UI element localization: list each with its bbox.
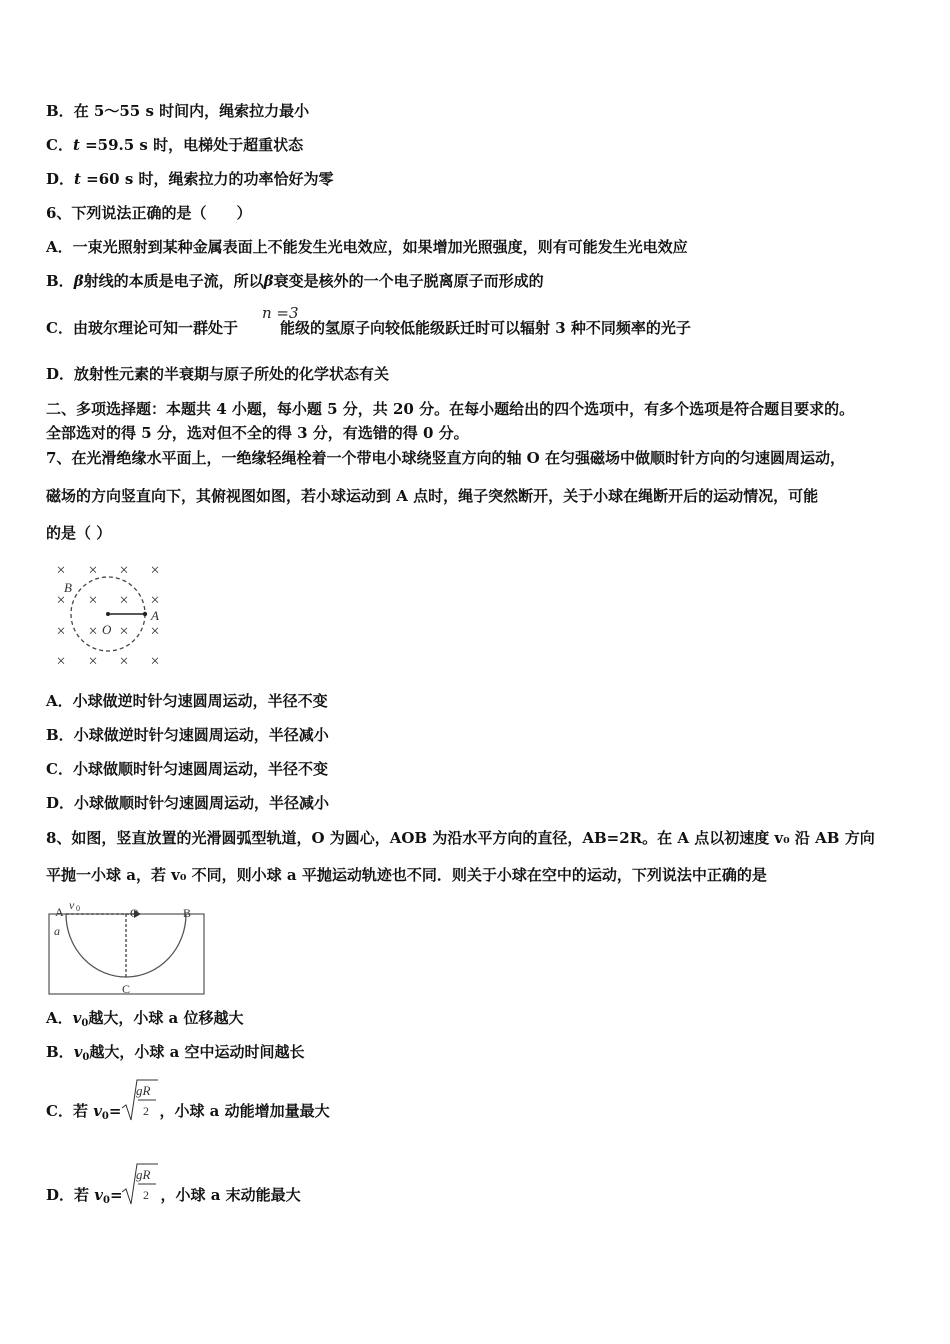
- q6-stem: 6、下列说法正确的是（ ）: [46, 204, 252, 222]
- option-text: 衰变是核外的一个电子脱离原子而形成的: [273, 272, 544, 290]
- center-point-o: [106, 612, 110, 616]
- field-cross: ×: [56, 592, 66, 609]
- option-text: 越大，小球 a 位移越大: [88, 1009, 244, 1027]
- option-label: A．: [46, 1009, 73, 1027]
- subscript: 0: [81, 1018, 89, 1029]
- option-text: 若: [74, 1186, 95, 1204]
- option-label: D．: [46, 170, 75, 188]
- q8-option-a: [46, 1008, 244, 1034]
- option-label: C．: [46, 760, 73, 778]
- q8-option-b: [46, 1042, 305, 1068]
- option-label: B．: [46, 1043, 74, 1061]
- var-t: t: [72, 136, 80, 154]
- option-label: C．: [46, 319, 73, 337]
- q7-stem-line3: 的是（ ）: [46, 524, 112, 542]
- option-label: B．: [46, 726, 74, 744]
- field-cross: ×: [119, 562, 129, 579]
- option-text: =59.5 s 时，电梯处于超重状态: [79, 136, 304, 154]
- field-cross: ×: [56, 562, 66, 579]
- field-cross: ×: [119, 653, 129, 670]
- field-cross: ×: [150, 653, 160, 670]
- label-o-point: O: [130, 906, 139, 920]
- q5-option-b: [46, 101, 309, 121]
- equals-sign: =: [108, 1102, 122, 1120]
- var-v: v: [94, 1186, 103, 1204]
- field-cross: ×: [88, 623, 98, 640]
- formula-n-equals-3: n =3: [262, 304, 299, 322]
- option-text: 越大，小球 a 空中运动时间越长: [89, 1043, 305, 1061]
- var-t: t: [74, 170, 81, 188]
- q7-option-b: [46, 725, 329, 745]
- label-a: A: [151, 608, 159, 623]
- q8-stem-line1: 8、如图，竖直放置的光滑圆弧型轨道，O 为圆心，AOB 为沿水平方向的直径，AB=2R。在 A 点以初速度 v₀ 沿 AB 方向: [46, 829, 875, 847]
- q7-stem-line2: 磁场的方向竖直向下，其俯视图如图，若小球运动到 A 点时，绳子突然断开，关于小球在绳断开后的运动情况，可能: [46, 487, 819, 505]
- var-v: v: [93, 1102, 102, 1120]
- q7-magnetic-field-figure: [46, 556, 171, 671]
- field-cross: ×: [56, 653, 66, 670]
- subscript: 0: [101, 1111, 109, 1122]
- option-label: A．: [46, 692, 73, 710]
- label-a-point: A: [55, 905, 64, 919]
- option-text: =60 s 时，绳索拉力的功率恰好为零: [80, 170, 334, 188]
- q7-option-a: [46, 691, 328, 711]
- var-v: v: [73, 1043, 83, 1061]
- field-cross: ×: [150, 623, 160, 640]
- option-text: 射线的本质是电子流，所以: [83, 272, 264, 290]
- sqrt-formula: [120, 1078, 160, 1124]
- field-cross: ×: [119, 623, 129, 640]
- q7-option-d: [46, 793, 329, 813]
- q7-stem-line1: 7、在光滑绝缘水平面上，一绝缘轻绳栓着一个带电小球绕竖直方向的轴 O 在匀强磁场中做顺时针方向的匀速圆周运动，: [46, 449, 845, 467]
- field-cross: ×: [119, 592, 129, 609]
- q6-option-c: [46, 318, 691, 338]
- section-heading-cont: 全部选对的得 5 分，选对但不全的得 3 分，有选错的得 0 分。: [46, 424, 469, 442]
- fraction-numerator: gR: [136, 1167, 151, 1182]
- field-cross: ×: [150, 562, 160, 579]
- option-label: C．: [46, 136, 73, 154]
- option-text: 若: [72, 1102, 94, 1120]
- label-v0-subscript: 0: [76, 904, 80, 913]
- option-label: C．: [46, 1102, 73, 1120]
- q8-track-figure: [46, 898, 208, 998]
- q6-option-a: [46, 237, 688, 257]
- option-text: 小球做顺时针匀速圆周运动，半径不变: [72, 760, 328, 778]
- option-label: A．: [46, 238, 73, 256]
- q6-option-b: [46, 271, 544, 291]
- label-c-point: C: [122, 982, 131, 996]
- option-text: 小球做逆时针匀速圆周运动，半径减小: [73, 726, 329, 744]
- option-text: 小球做顺时针匀速圆周运动，半径减小: [74, 794, 330, 812]
- subscript: 0: [102, 1195, 110, 1206]
- fraction-numerator: gR: [136, 1083, 151, 1098]
- q5-option-d: [46, 169, 334, 189]
- option-text: 小球做逆时针匀速圆周运动，半径不变: [72, 692, 328, 710]
- option-label: D．: [46, 1186, 75, 1204]
- q8-option-d: [46, 1185, 301, 1211]
- field-cross: ×: [150, 592, 160, 609]
- label-b-point: B: [183, 906, 192, 920]
- option-label: D．: [46, 794, 75, 812]
- label-o: O: [102, 622, 112, 637]
- field-cross: ×: [88, 653, 98, 670]
- fraction-denominator: 2: [143, 1188, 149, 1202]
- beta-symbol: β: [73, 272, 84, 290]
- option-label: B．: [46, 272, 74, 290]
- ball-point-a: [143, 612, 147, 616]
- field-cross: ×: [88, 592, 98, 609]
- option-text: 放射性元素的半衰期与原子所处的化学状态有关: [74, 365, 390, 383]
- q7-option-c: [46, 759, 328, 779]
- q8-stem-line2: 平抛一小球 a，若 v₀ 不同，则小球 a 平抛运动轨迹也不同．则关于小球在空中的运动，下列说法中正确的是: [46, 866, 767, 884]
- sqrt-formula: [120, 1162, 160, 1208]
- equals-sign: =: [109, 1186, 123, 1204]
- q5-option-c: [46, 135, 303, 155]
- section-heading: 二、多项选择题：本题共 4 小题，每小题 5 分，共 20 分。在每小题给出的四个选项中，有多个选项是符合题目要求的。: [46, 400, 855, 418]
- option-text: 在 5～55 s 时间内，绳索拉力最小: [73, 102, 310, 120]
- label-v0: v: [69, 898, 75, 912]
- option-text: 由玻尔理论可知一群处于: [72, 319, 238, 337]
- var-v: v: [72, 1009, 82, 1027]
- subscript: 0: [82, 1052, 90, 1063]
- option-label: B．: [46, 102, 74, 120]
- q6-option-d: [46, 364, 389, 384]
- fraction-denominator: 2: [143, 1104, 149, 1118]
- label-a-ball: a: [54, 924, 60, 938]
- option-text: 能级的氢原子向较低能级跃迁时可以辐射 3 种不同频率的光子: [279, 319, 691, 337]
- option-text: ，小球 a 动能增加量最大: [159, 1102, 330, 1120]
- option-text: 一束光照射到某种金属表面上不能发生光电效应，如果增加光照强度，则有可能发生光电效应: [72, 238, 688, 256]
- label-b: B: [64, 580, 72, 595]
- q8-option-c: [46, 1101, 330, 1127]
- beta-symbol: β: [263, 272, 274, 290]
- option-label: D．: [46, 365, 75, 383]
- field-cross: ×: [56, 623, 66, 640]
- field-cross: ×: [88, 562, 98, 579]
- option-text: ，小球 a 末动能最大: [160, 1186, 301, 1204]
